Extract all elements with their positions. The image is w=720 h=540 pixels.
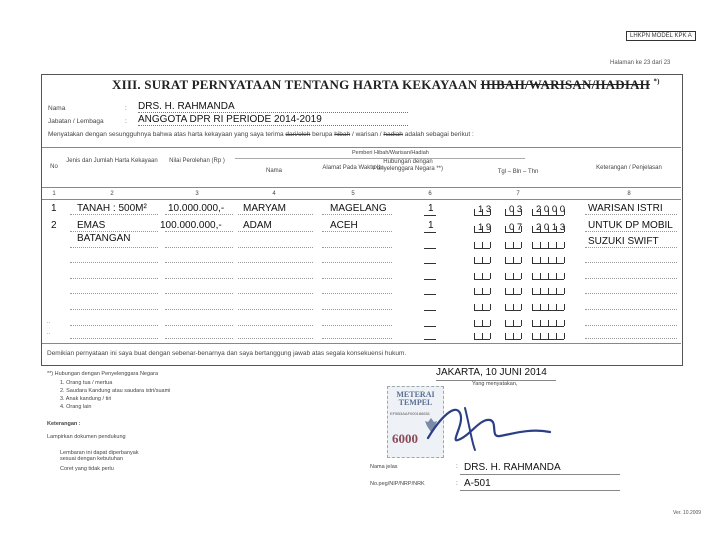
col-header-date: Tgl – Bln – Thn [497, 169, 539, 175]
date-digit-boxes [474, 301, 490, 311]
row-ellipsis: .. [47, 330, 51, 336]
row-1-month: 0 3 [509, 204, 523, 215]
relation-notes-title: **) Hubungan dengan Penyelenggara Negara [47, 371, 159, 377]
date-digit-boxes [474, 239, 490, 249]
row-1-no: 1 [51, 203, 57, 214]
statement-struck-a: dari/oleh [285, 131, 311, 138]
statement-text-d: adalah sebagai berikut : [404, 131, 474, 138]
col-header-type: Jenis dan Jumlah Harta Kekayaan [66, 158, 158, 164]
stamp-serial: EF5B3AAF000186651 [390, 411, 431, 416]
date-digit-boxes [532, 206, 564, 216]
blank-line [238, 309, 313, 310]
date-digit-boxes [532, 285, 564, 295]
title-struck: HIBAH/WARISAN/HADIAH [480, 77, 651, 92]
date-digit-boxes [532, 254, 564, 264]
blank-line [70, 214, 158, 215]
col-number: 4 [272, 191, 276, 197]
date-digit-boxes [505, 317, 521, 327]
row-2-day: 1 9 [478, 222, 492, 233]
col-header-relation: Hubungan dengan Penyelenggara Negara **) [372, 159, 444, 172]
blank-line [585, 293, 677, 294]
date-digit-boxes [505, 330, 521, 340]
blank-line [70, 293, 158, 294]
relation-box [424, 330, 436, 340]
row-1-value: 10.000.000,- [168, 203, 225, 214]
date-digit-boxes [505, 270, 521, 280]
statement-text-a: Menyatakan dengan sesungguhnya bahwa atas harta kekayaan yang saya terima [48, 131, 284, 138]
blank-line [585, 278, 677, 279]
blank-line [322, 338, 392, 339]
col-header-no: No [50, 164, 58, 170]
signer-name-label: Nama jelas [370, 464, 398, 470]
signer-id: A-501 [464, 478, 491, 489]
blank-line [322, 309, 392, 310]
row-1-type: TANAH : 500M² [77, 203, 147, 214]
blank-line [165, 278, 233, 279]
signer-name-rule [460, 474, 620, 475]
blank-line [165, 231, 233, 232]
signer-name: DRS. H. RAHMANDA [464, 462, 561, 473]
date-digit-boxes [505, 254, 521, 264]
remarks-line: Lembaran ini dapat diperbanyak sesuai dengan kebutuhan [60, 450, 139, 462]
blank-line [322, 247, 392, 248]
relation-box [424, 270, 436, 280]
blank-line [238, 325, 313, 326]
blank-line [322, 231, 392, 232]
date-digit-boxes [532, 317, 564, 327]
remarks-line: Coret yang tidak perlu [60, 466, 114, 472]
date-digit-boxes [474, 330, 490, 340]
statement-struck-c: hadiah [383, 131, 403, 138]
col-header-address: Alamat Pada Waktu Itu [322, 165, 384, 171]
row-1-relation: 1 [428, 203, 434, 214]
statement-text-b: berupa [312, 131, 333, 138]
stamp-text: TEMPEL [398, 398, 433, 407]
col-number: 8 [627, 191, 631, 197]
date-digit-boxes [474, 206, 490, 216]
blank-line [322, 278, 392, 279]
col-number: 2 [110, 191, 114, 197]
title-footnote: *) [653, 77, 660, 86]
relation-box [424, 285, 436, 295]
row-2-address: ACEH [330, 220, 358, 231]
blank-line [238, 262, 313, 263]
row-1-day: 1 3 [478, 204, 492, 215]
signer-id-label: No.peg/NIP/NRP/NRK [370, 481, 425, 487]
row-1-name: MARYAM [243, 203, 286, 214]
statement-line [48, 131, 474, 138]
blank-line [585, 262, 677, 263]
row-2-type-cont: BATANGAN [77, 233, 131, 244]
col-header-note: Keterangan / Penjelasan [596, 165, 662, 171]
blank-line [165, 338, 233, 339]
relation-box [424, 254, 436, 264]
row-2-name: ADAM [243, 220, 272, 231]
giver-header: Pemberi Hibah/Warisan/Hadiah [352, 150, 429, 156]
declaration-text: Demikian pernyataan ini saya buat dengan sebenar-benarnya dan saya bertanggung jawab atas segala konsekuensi hukum. [47, 350, 407, 357]
statement-text-c: / warisan / [351, 131, 382, 138]
header-rule [42, 187, 681, 188]
table-bottom-rule [42, 343, 681, 344]
date-digit-boxes [505, 301, 521, 311]
blank-line [238, 247, 313, 248]
date-digit-boxes [505, 239, 521, 249]
name-colon: : [125, 105, 127, 112]
date-digit-boxes [474, 285, 490, 295]
form-title [112, 77, 660, 93]
remarks-title: Keterangan : [47, 421, 81, 427]
date-digit-boxes [505, 285, 521, 295]
blank-line [585, 247, 677, 248]
row-1-year: 2 0 0 0 [536, 204, 566, 215]
blank-line [238, 338, 313, 339]
blank-line [70, 231, 158, 232]
position-field: ANGGOTA DPR RI PERIODE 2014-2019 [138, 114, 408, 126]
row-2-no: 2 [51, 220, 57, 231]
version-label: Ver. 10.2009 [673, 510, 702, 516]
blank-line [165, 247, 233, 248]
name-field: DRS. H. RAHMANDA [138, 101, 408, 113]
row-2-value: 100.000.000,- [160, 220, 222, 231]
name-label: Nama [48, 105, 66, 112]
title-prefix: XIII. SURAT PERNYATAAN TENTANG HARTA KEKAYAAN [112, 77, 481, 92]
blank-line [165, 325, 233, 326]
number-rule [42, 199, 681, 200]
blank-line [70, 262, 158, 263]
signer-id-rule [460, 490, 620, 491]
blank-line [70, 309, 158, 310]
col-number: 6 [428, 191, 432, 197]
blank-line [70, 325, 158, 326]
row-2-note-cont: SUZUKI SWIFT [588, 236, 659, 247]
table-top-rule [42, 147, 681, 148]
signer-id-colon: : [456, 480, 458, 487]
signature-icon [420, 398, 570, 458]
row-ellipsis: .. [47, 319, 51, 325]
relation-box [424, 239, 436, 249]
blank-line [165, 293, 233, 294]
col-header-name: Nama [265, 168, 282, 174]
relation-note-item: 1. Orang tua / mertua [60, 380, 113, 386]
blank-line [238, 293, 313, 294]
remarks-line: Lampirkan dokumen pendukung [47, 434, 126, 440]
stamp-value: 6000 [392, 431, 418, 446]
blank-line [322, 325, 392, 326]
row-1-address: MAGELANG [330, 203, 387, 214]
relation-box [424, 223, 436, 233]
statement-label: Yang menyatakan, [472, 381, 518, 387]
place-date: JAKARTA, 10 JUNI 2014 [436, 367, 547, 378]
row-2-relation: 1 [428, 220, 434, 231]
relation-box [424, 206, 436, 216]
blank-line [585, 338, 677, 339]
col-number: 1 [52, 191, 56, 197]
blank-line [585, 309, 677, 310]
relation-note-item: 3. Anak kandung / tiri [60, 396, 112, 402]
page-number: Halaman ke 23 dari 23 [610, 60, 671, 66]
position-colon: : [125, 118, 127, 125]
row-2-month: 0 7 [509, 222, 523, 233]
col-number: 7 [516, 191, 520, 197]
date-digit-boxes [532, 301, 564, 311]
blank-line [165, 309, 233, 310]
date-digit-boxes [474, 223, 490, 233]
date-digit-boxes [532, 270, 564, 280]
position-label: Jabatan / Lembaga [48, 118, 104, 125]
date-digit-boxes [505, 223, 521, 233]
blank-line [585, 214, 677, 215]
blank-line [165, 214, 233, 215]
relation-note-item: 2. Saudara Kandung atau saudara istri/suami [60, 388, 171, 394]
blank-line [70, 278, 158, 279]
date-digit-boxes [474, 254, 490, 264]
statement-struck-b: hibah [334, 131, 351, 138]
date-digit-boxes [532, 330, 564, 340]
blank-line [70, 338, 158, 339]
blank-line [238, 214, 313, 215]
stamp-text: METERAI [396, 390, 435, 399]
blank-line [322, 214, 392, 215]
date-digit-boxes [532, 223, 564, 233]
relation-box [424, 317, 436, 327]
relation-note-item: 4. Orang lain [60, 404, 92, 410]
document-code: LHKPN MODEL KPK A [626, 31, 696, 41]
blank-line [322, 293, 392, 294]
relation-box [424, 301, 436, 311]
row-2-note: UNTUK DP MOBIL [588, 220, 673, 231]
row-1-note: WARISAN ISTRI [588, 203, 663, 214]
blank-line [322, 262, 392, 263]
date-digit-boxes [532, 239, 564, 249]
date-digit-boxes [505, 206, 521, 216]
date-digit-boxes [474, 317, 490, 327]
col-header-value: Nilai Perolehan (Rp ) [169, 158, 225, 164]
blank-line [585, 325, 677, 326]
blank-line [70, 247, 158, 248]
signer-name-colon: : [456, 463, 458, 470]
blank-line [238, 278, 313, 279]
col-number: 5 [351, 191, 355, 197]
date-digit-boxes [474, 270, 490, 280]
row-2-year: 2 0 1 3 [536, 222, 566, 233]
blank-line [165, 262, 233, 263]
blank-line [585, 231, 677, 232]
blank-line [238, 231, 313, 232]
row-2-type: EMAS [77, 220, 106, 231]
col-number: 3 [195, 191, 199, 197]
